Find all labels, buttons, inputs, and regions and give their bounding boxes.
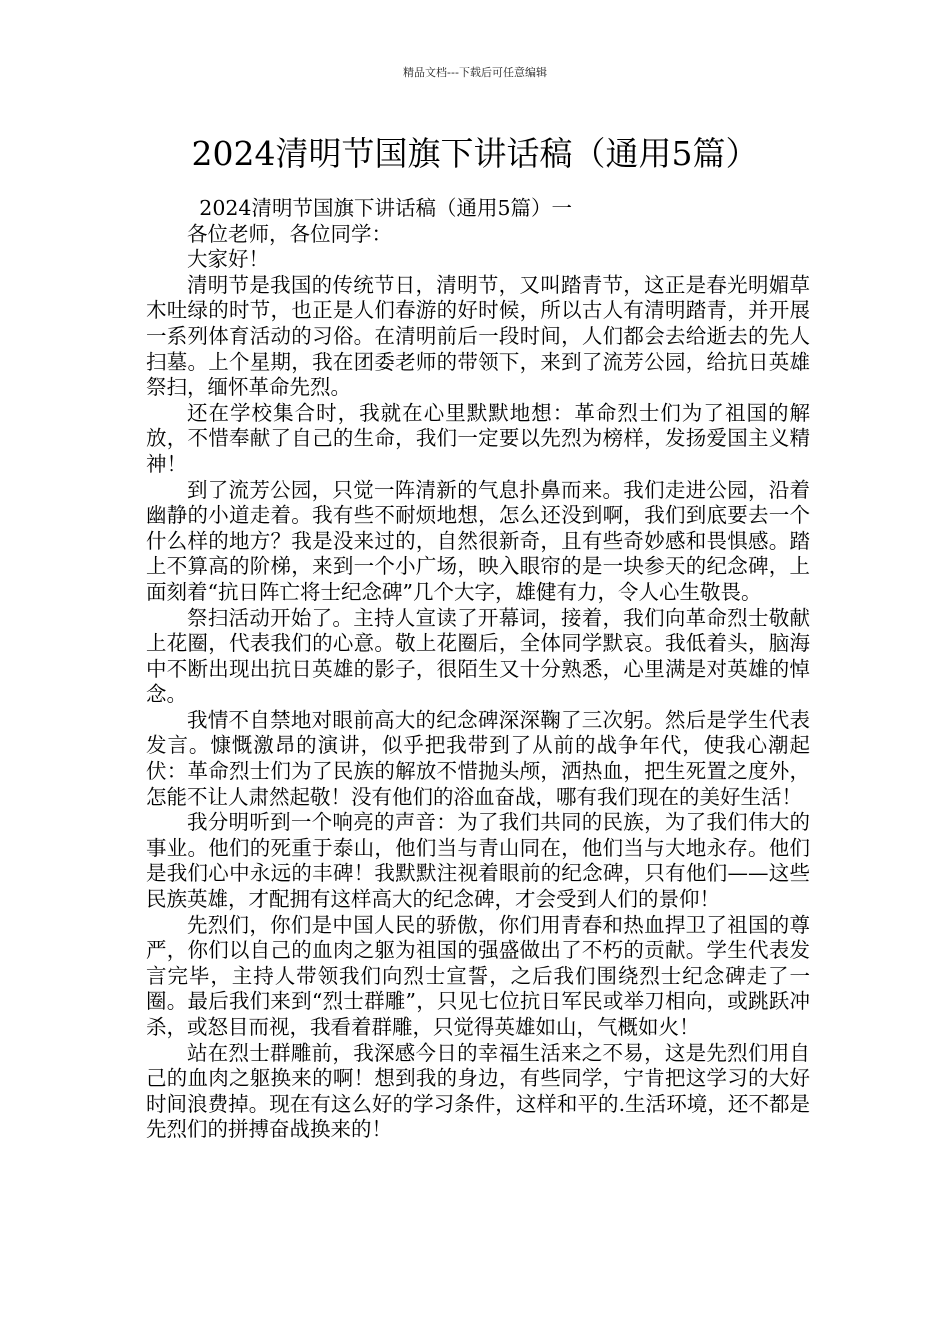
body-paragraph: 到了流芳公园，只觉一阵清新的气息扑鼻而来。我们走进公园，沿着幽静的小道走着。我有些不耐烦地想，怎么还没到啊，我们到底要去一个什么样的地方？我是没来过的，自然很新奇，且有些奇妙感和畏惧感。踏上不算高的阶梯，来到一个小广场，映入眼帘的是一块参天的纪念碑，上面刻着“抗日阵亡将士纪念碑”几个大字，雄健有力，令人心生敬畏。 (146, 477, 810, 604)
body-paragraph: 祭扫活动开始了。主持人宣读了开幕词，接着，我们向革命烈士敬献上花圈，代表我们的心意。敬上花圈后，全体同学默哀。我低着头，脑海中不断出现出抗日英雄的影子，很陌生又十分熟悉，心里满是对英雄的悼念。 (146, 605, 810, 707)
body-paragraph: 我情不自禁地对眼前高大的纪念碑深深鞠了三次躬。然后是学生代表发言。慷慨激昂的演讲，似乎把我带到了从前的战争年代，使我心潮起伏：革命烈士们为了民族的解放不惜抛头颅，洒热血，把生死置之度外，怎能不让人肃然起敬！没有他们的浴血奋战，哪有我们现在的美好生活！ (146, 707, 810, 809)
greeting-paragraph: 大家好！ (187, 247, 269, 272)
body-paragraph: 先烈们，你们是中国人民的骄傲，你们用青春和热血捍卫了祖国的尊严，你们以自己的血肉之躯为祖国的强盛做出了不朽的贡献。学生代表发言完毕，主持人带领我们向烈士宣誓，之后我们围绕烈士纪念碑走了一圈。最后我们来到“烈士群雕”，只见七位抗日军民或举刀相向，或跳跃冲杀，或怒目而视，我看着群雕，只觉得英雄如山，气概如火！ (146, 912, 810, 1039)
body-paragraph: 站在烈士群雕前，我深感今日的幸福生活来之不易，这是先烈们用自己的血肉之躯换来的啊！想到我的身边，有些同学，宁肯把这学习的大好时间浪费掉。现在有这么好的学习条件，这样和平的.生活环境，还不都是先烈们的拼搏奋战换来的！ (146, 1040, 810, 1142)
salutation-paragraph: 各位老师，各位同学： (187, 221, 392, 246)
page-header: 精品文档---下载后可任意编辑 (403, 66, 547, 79)
body-paragraph: 清明节是我国的传统节日，清明节，又叫踏青节，这正是春光明媚草木吐绿的时节，也正是人们春游的好时候，所以古人有清明踏青，并开展一系列体育活动的习俗。在清明前后一段时间，人们都会去给逝去的先人扫墓。上个星期，我在团委老师的带领下，来到了流芳公园，给抗日英雄祭扫，缅怀革命先烈。 (146, 272, 810, 400)
document-title: 2024清明节国旗下讲话稿（通用5篇） (191, 134, 759, 173)
document-body (146, 196, 810, 1143)
body-paragraph: 还在学校集合时，我就在心里默默地想：革命烈士们为了祖国的解放，不惜奉献了自己的生命，我们一定要以先烈为榜样，发扬爱国主义精神！ (146, 400, 810, 476)
body-paragraph: 我分明听到一个响亮的声音：为了我们共同的民族，为了我们伟大的事业。他们的死重于泰山，他们当与青山同在，他们当与大地永存。他们是我们心中永远的丰碑！我默默注视着眼前的纪念碑，只有他们——这些民族英雄，才配拥有这样高大的纪念碑，才会受到人们的景仰！ (146, 810, 810, 912)
subtitle-paragraph: 2024清明节国旗下讲话稿（通用5篇）一 (199, 196, 573, 220)
